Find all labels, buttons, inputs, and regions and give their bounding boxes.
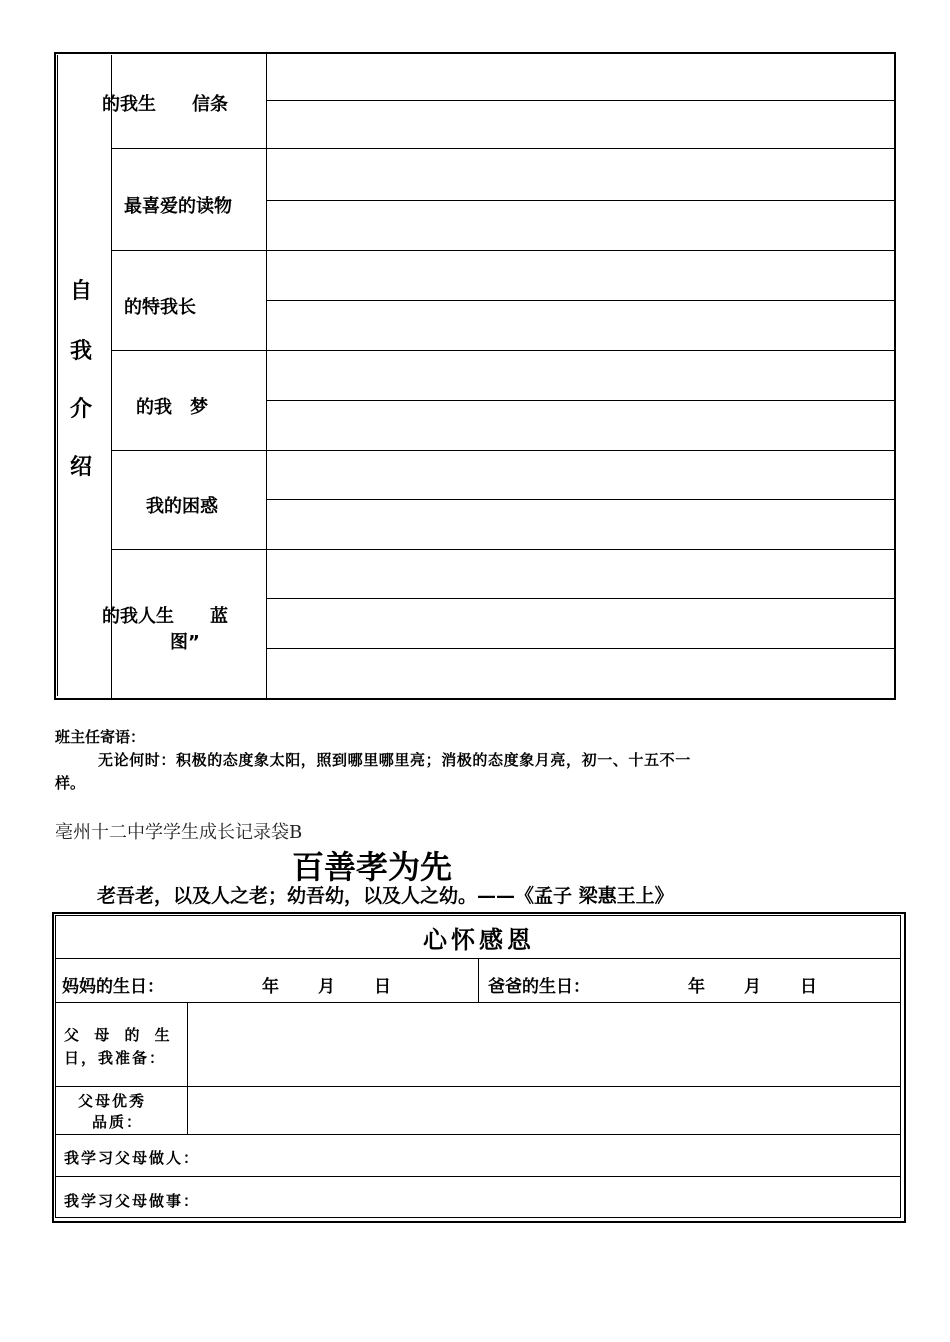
side-title-char: 绍 [69,454,92,480]
parent-quality-label: 父母优秀 [78,1092,147,1110]
column-divider [187,1002,188,1134]
writing-line [266,598,894,599]
row-divider [111,148,894,149]
row-divider [111,250,894,251]
father-birthday-month: 月 [744,977,761,997]
side-title-char: 介 [69,396,92,422]
row-divider [111,549,894,550]
mother-birthday-year: 年 [262,977,279,997]
self-introduction-table [54,52,896,700]
learn-parents-conduct-label: 我学习父母做人： [64,1149,201,1167]
section-title: 百善孝为先 [292,848,453,886]
writing-line [266,300,894,301]
row-divider [55,1176,901,1177]
mother-birthday-day: 日 [374,977,391,997]
writing-line [266,200,894,201]
row-label-life-blueprint: 的我人生 蓝 [102,606,228,627]
column-divider [478,958,479,1002]
row-label-confusion: 我的困惑 [146,496,218,517]
mother-birthday-label: 妈妈的生日： [62,977,164,997]
row-divider [55,1002,901,1003]
birthday-prepare-label-cont: 日，我准备： [64,1049,167,1067]
learn-parents-work-label: 我学习父母做事： [64,1192,201,1210]
writing-line [266,100,894,101]
side-title-char: 我 [69,338,92,364]
writing-line [266,400,894,401]
parent-quality-label-cont: 品质： [92,1113,144,1131]
teacher-note-heading: 班主任寄语： [55,728,146,746]
side-title-char: 自 [69,278,92,304]
row-divider [55,1134,901,1135]
record-bag-header: 亳州十二中学学生成长记录袋B [55,822,303,843]
row-label-favorite-reading: 最喜爱的读物 [124,196,232,217]
row-divider [111,350,894,351]
birthday-prepare-label: 父 母 的 生 [64,1026,175,1044]
table-inner-border [57,55,893,696]
row-label-motto: 的我生 信条 [102,94,228,115]
father-birthday-label: 爸爸的生日： [488,977,590,997]
row-divider [55,1086,901,1087]
row-divider [111,450,894,451]
row-label-life-blueprint-cont: 图” [170,632,200,653]
row-label-specialty: 的特我长 [124,297,196,318]
row-label-dream: 的我 梦 [136,397,208,418]
teacher-note-body: 无论何时：积极的态度象太阳，照到哪里哪里亮；消极的态度象月亮，初一、十五不一 [98,751,691,769]
gratitude-title: 心怀感恩 [423,926,535,954]
father-birthday-day: 日 [800,977,817,997]
writing-line [266,499,894,500]
father-birthday-year: 年 [688,977,705,997]
teacher-note-body-cont: 样。 [55,774,86,792]
mother-birthday-month: 月 [318,977,335,997]
gratitude-table [52,912,906,1223]
mencius-quote: 老吾老，以及人之老；幼吾幼，以及人之幼。——《孟子 梁惠王上》 [97,885,674,907]
